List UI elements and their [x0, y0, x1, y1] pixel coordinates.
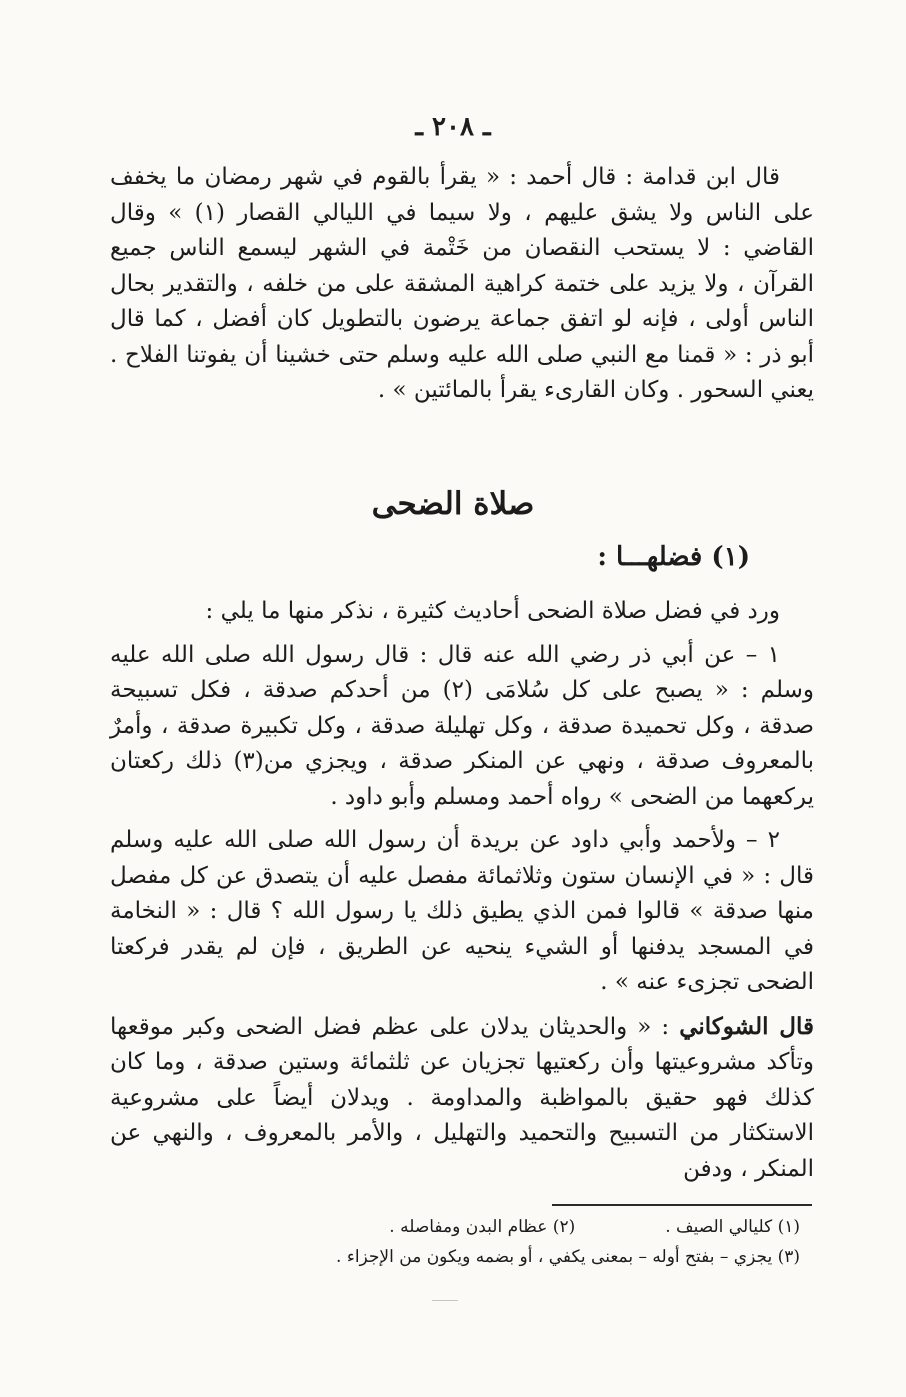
shawkani-lead: قال الشوكاني — [679, 1012, 814, 1040]
page-number: ـ ٢٠٨ ـ — [415, 112, 491, 142]
footnote-divider — [552, 1204, 812, 1206]
main-text — [110, 594, 814, 1187]
footnote-2: (٢) عظام البدن ومفاصله . — [389, 1217, 576, 1237]
intro-block — [110, 160, 814, 409]
scan-mark — [432, 1300, 458, 1301]
subsection-title: (١) فضلهـــا : — [597, 542, 750, 572]
footnotes — [160, 1212, 800, 1272]
footnote-3: (٣) يجزي – بفتح أوله – بمعنى يكفي ، أو بضمه ويكون من الإجزاء . — [336, 1247, 800, 1267]
footnote-1: (١) كليالي الصيف . — [665, 1217, 800, 1237]
paragraph-hadith-1: ١ – عن أبي ذر رضي الله عنه قال : قال رسول الله صلى الله عليه وسلم : « يصبح على كل سُلامَى (٢) من أحدكم صدقة ، فكل تسبيحة صدقة ، وكل تحميدة صدقة ، وكل تهليلة صدقة ، وكل تكبيرة صدقة ، وأمرٌ بالمعروف صدقة ، ونهي عن المنكر صدقة ، ويجزي من(٣) ذلك ركعتان يركعهما من الضحى » رواه أحمد ومسلم وأبو داود . — [110, 641, 814, 810]
paragraph-hadith-2: ٢ – ولأحمد وأبي داود عن بريدة أن رسول الله صلى الله عليه وسلم قال : « في الإنسان ستون وثلاثمائة مفصل عليه أن يتصدق عن كل مفصل منها صدقة » قالوا فمن الذي يطيق ذلك يا رسول الله ؟ قال : « النخامة في المسجد يدفنها أو الشيء ينحيه عن الطريق ، فإن لم يقدر فركعتا الضحى تجزىء عنه » . — [110, 827, 814, 995]
shawkani-text: : « والحديثان يدلان على عظم فضل الضحى وكبر موقعها وتأكد مشروعيتها وأن ركعتيها تجزيان عن ثلثمائة وستين صدقة ، وما كان كذلك فهو حقيق بالمواظبة والمداومة . ويدلان أيضاً على مشروعية الاستكثار من التسبيح والتحميد والتهليل ، والأمر بالمعروف ، والنهي عن المنكر ، ودفن — [110, 1013, 814, 1182]
paragraph-shawkani — [110, 1009, 814, 1188]
footnote-row — [160, 1212, 800, 1242]
paragraph-intro-hadith: ورد في فضل صلاة الضحى أحاديث كثيرة ، نذكر منها ما يلي : — [205, 598, 780, 624]
intro-paragraph: قال ابن قدامة : قال أحمد : « يقرأ بالقوم في شهر رمضان ما يخفف على الناس ولا يشق عليهم ، ولا سيما في الليالي القصار (١) » وقال القاضي : لا يستحب النقصان من خَتْمة في الشهر ليسمع الناس جميع القرآن ، ولا يزيد على ختمة كراهية المشقة على من خلفه ، والتقدير بحال الناس أولى ، فإنه لو اتفق جماعة يرضون بالتطويل كان أفضل ، كما قال أبو ذر : « قمنا مع النبي صلى الله عليه وسلم حتى خشينا أن يفوتنا الفلاح . يعني السحور . وكان القارىء يقرأ بالمائتين » . — [110, 164, 814, 403]
section-title: صلاة الضحى — [371, 486, 535, 522]
